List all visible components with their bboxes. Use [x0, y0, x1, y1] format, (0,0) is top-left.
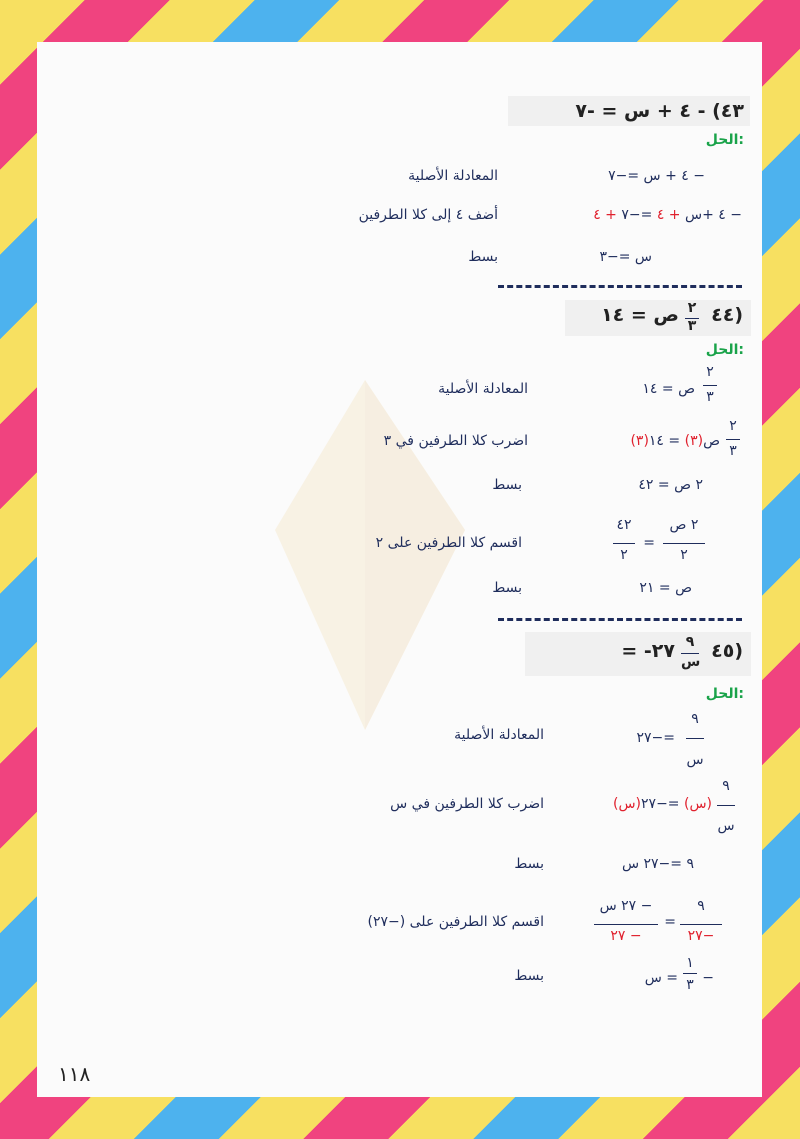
problem-44-header: [565, 300, 751, 336]
step-label: بسط: [492, 477, 522, 493]
step-equation: [630, 433, 720, 449]
step-label: اضرب كلا الطرفين في س: [390, 796, 544, 812]
eq-multiplier: (٣): [684, 433, 704, 449]
step-equation: [593, 207, 742, 223]
step-label: أضف ٤ إلى كلا الطرفين: [358, 207, 498, 223]
step-equation: =−٢٧: [636, 730, 675, 746]
fraction-numerator: ٤٢: [616, 517, 632, 533]
fraction-denominator: ٣: [729, 443, 737, 459]
fraction-denominator: −٢٧: [687, 928, 715, 944]
equals-sign: =: [643, 535, 655, 551]
step-equation: ٢ ص = ٤٢: [638, 477, 703, 493]
step-equation: س =−٣: [599, 249, 652, 265]
fraction-numerator: ٢ ص: [669, 517, 699, 533]
step-label: اضرب كلا الطرفين في ٣: [383, 433, 528, 449]
eq-added-term: + ٤: [656, 207, 681, 223]
eq-multiplier: (س): [683, 796, 712, 812]
fraction-numerator: − ٢٧ س: [599, 898, 653, 914]
step-label: المعادلة الأصلية: [438, 381, 528, 397]
step-equation: ص = ٢١: [639, 580, 692, 596]
step-label: بسط: [514, 856, 544, 872]
fraction-denominator: ٢: [680, 547, 688, 563]
step-equation: = س: [644, 970, 678, 986]
eq-multiplier: (س): [613, 796, 642, 812]
step-label: اقسم كلا الطرفين على (−٢٧): [367, 914, 544, 930]
eq-part: =−٧: [616, 207, 657, 223]
fraction-bar: [613, 543, 635, 544]
fraction-denominator: ٣: [687, 318, 697, 334]
solution-label: الحل:: [705, 132, 744, 148]
problem-number: ٤٥): [711, 640, 743, 662]
fraction-bar: [594, 924, 658, 925]
fraction-bar: [663, 543, 705, 544]
step-label: اقسم كلا الطرفين على ٢: [375, 535, 522, 551]
fraction-numerator: ٩: [697, 898, 705, 914]
minus-sign: −: [702, 970, 714, 986]
fraction-numerator: ١: [686, 955, 694, 971]
step-label: بسط: [514, 968, 544, 984]
equation-rest: = -٢٧: [621, 640, 675, 662]
fraction-bar: [683, 973, 697, 974]
problem-43-equation: ٤٣) - ٤ + س = -٧: [575, 100, 744, 122]
eq-added-term: + ٤: [593, 207, 617, 223]
fraction-numerator: ٩: [691, 711, 699, 727]
eq-multiplier: (٣): [630, 433, 649, 449]
section-divider: [498, 618, 742, 621]
fraction-denominator: ٣: [686, 977, 694, 993]
fraction-bar: [686, 738, 704, 739]
step-label: بسط: [468, 249, 498, 265]
fraction-numerator: ٢: [729, 418, 737, 434]
fraction-bar: [680, 924, 722, 925]
step-label: المعادلة الأصلية: [454, 727, 544, 743]
step-label: بسط: [492, 580, 522, 596]
step-equation: [613, 796, 712, 812]
step-equation: − ٤ + س =−٧: [608, 168, 705, 184]
problem-45-header: [525, 632, 751, 676]
fraction-denominator: − ٢٧: [610, 928, 642, 944]
step-label: المعادلة الأصلية: [408, 168, 498, 184]
fraction-numerator: ٩: [685, 634, 695, 650]
eq-part: =−٢٧: [641, 796, 684, 812]
fraction-denominator: س: [717, 818, 735, 834]
fraction-denominator: ٢: [620, 547, 628, 563]
fraction-denominator: ٣: [706, 389, 714, 405]
fraction-bar: [717, 805, 735, 806]
fraction-numerator: ٩: [722, 778, 730, 794]
fraction-denominator: س: [686, 752, 704, 768]
eq-part: = ١٤: [648, 433, 685, 449]
fraction-bar: [726, 439, 740, 440]
eq-part: ص: [703, 433, 720, 449]
equals-sign: =: [664, 914, 676, 930]
step-equation: ص = ١٤: [642, 381, 695, 397]
solution-label: الحل:: [705, 342, 744, 358]
fraction-denominator: س: [681, 654, 701, 670]
problem-43-header: [508, 96, 750, 126]
solution-label: الحل:: [705, 686, 744, 702]
fraction-bar: [703, 385, 717, 386]
page-number: ١١٨: [58, 1062, 91, 1086]
step-equation: ٩ =−٢٧ س: [621, 856, 694, 872]
problem-number: ٤٤): [711, 304, 743, 326]
section-divider: [498, 285, 742, 288]
fraction-numerator: ٢: [706, 364, 714, 380]
equation-rest: ص = ١٤: [601, 304, 679, 326]
eq-part: − ٤ +س: [680, 207, 742, 223]
fraction-numerator: ٢: [687, 300, 697, 316]
